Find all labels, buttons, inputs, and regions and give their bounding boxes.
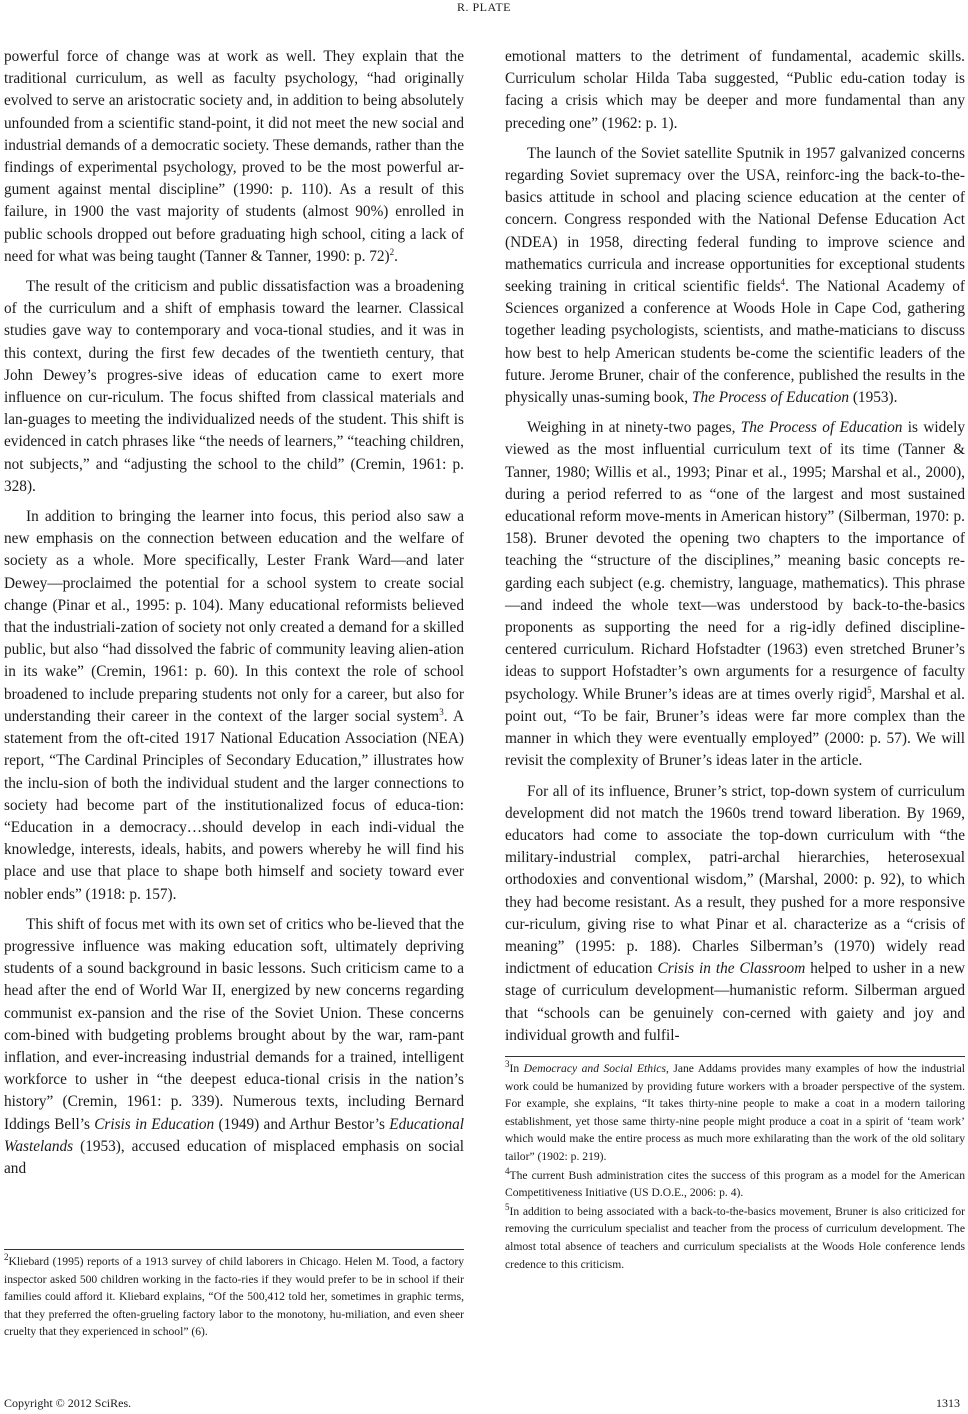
- footnote-divider: [4, 1249, 464, 1250]
- footnote-list-right: [505, 1060, 965, 1273]
- footnote-marker: 4: [780, 276, 786, 287]
- paragraph: [4, 276, 464, 498]
- italic-title: The Process of Education: [740, 419, 903, 437]
- text-run: .: [394, 247, 398, 265]
- paragraph: [505, 781, 965, 1047]
- footnote: [505, 1060, 965, 1166]
- text-run: , Jane Addams provides many examples of how the industrial work could be humanized by providing future workers with a broader perspective of the system. For example, she explains, “It takes thirty-nine people to make a coat in a modern tailoring establishment, yet those same thirty-nine people might produce a coat in a spirit of ‘team work’ which would make the entire process as much more exhilarating than the work of the old solitary tailor” (1902: p. 219).: [505, 1062, 965, 1163]
- paragraph: [4, 46, 464, 268]
- text-run: In: [509, 1062, 524, 1075]
- text-run: emotional matters to the detriment of fundamental, academic skills. Curriculum scholar Hilda Taba suggested, “Public edu-cation today is facing a crisis which may be deeper and more fundamental than any preceding one” (1962: p. 1).: [505, 48, 965, 132]
- text-run: The result of the criticism and public dissatisfaction was a broadening of the curriculum and a shift of emphasis toward the learner. Classical studies gave way to contemporary and voca-tional studies, and it was in this context, during the first few decades of the twentieth century, that John Dewey’s progres-sive ideas of education came to exert more influence on cur-riculum. The focus shifted from classical materials and lan-guages to meeting the individualized needs of the student. This shift is evidenced in catch phrases like “the needs of learners,” “teaching children, not subjects,” and “adjusting the school to the child” (Cremin, 1961: p. 328).: [4, 278, 464, 495]
- footnote-marker: 3: [439, 706, 444, 717]
- text-run: Kliebard (1995) reports of a 1913 survey of child laborers in Chicago. Helen M. Tood, a factory inspector asked 500 children working in the facto-ries if they would prefer to be in school if their families could afford it. Kliebard explains, “Of the 500,412 told her, sometimes in graphic terms, that they preferred the often-grueling factory labor to the monotony, hu-miliation, and even sheer cruelty that they experienced in school” (6).: [4, 1255, 464, 1339]
- left-column: [4, 46, 464, 1188]
- text-run: , Marshal et al. point out, “To be fair, Bruner’s ideas were far more complex than the manner in which they were eventually employed” (2000: p. 57). We will revisit the complexity of Bruner’s ideas later in the article.: [505, 685, 965, 770]
- text-run: In addition to bringing the learner into focus, this period also saw a new emphasis on the connection between education and the welfare of society as a whole. More specifically, Lester Frank Ward—and later Dewey—proclaimed the potential for a school system to create social change (Pinar et al., 1995: p. 104). Many educational reformists believed that the industriali-zation of society not only created a demand for a skilled public, but also “had dissolved the fabric of community leaving alien-ation in its wake” (Cremin, 1961: p. 60). In this context the role of school broadened to include preparing students not only for a career, but also for understanding their career in the context of the larger social system: [4, 508, 464, 725]
- footnote-divider: [505, 1056, 965, 1057]
- footnotes-left: [4, 1249, 464, 1342]
- text-run: (1953), accused education of misplaced emphasis on social and: [4, 1137, 464, 1177]
- text-run: is widely viewed as the most influential curriculum text of its time (Tanner & Tanner, 1980; Willis et al., 1993; Pinar et al., 1995; Marshal et al., 2000), during a period referred to as “one of the largest and most sustained educational reform move-ments in American history” (Silberman, 1970: p. 158). Bruner devoted the opening two chapters to the importance of teaching the “structure of the disciplines,” meaning basic concepts re-garding each subject (e.g. chemistry, language, mathematics). This phrase—and indeed the whole text—was understood by back-to-the-basics proponents as supporting the need for a rig-idly defined discipline-centered curriculum. Richard Hofstadter (1963) even stretched Bruner’s ideas to support Hofstadter’s own arguments for a resurgence of faculty psychology. While Bruner’s ideas are at times overly rigid: [505, 419, 965, 703]
- italic-title: Educational Wastelands: [4, 1115, 464, 1155]
- footnote-marker: 2: [389, 246, 395, 257]
- text-run: Weighing in at ninety-two pages,: [527, 419, 741, 437]
- footnote-list-left: [4, 1253, 464, 1341]
- paragraph: [4, 506, 464, 906]
- text-run: (1953).: [849, 389, 898, 407]
- footnotes-right: [505, 1056, 965, 1274]
- text-run: powerful force of change was at work as well. They explain that the traditional curriculum, as well as faculty psychology, “had originally evolved to serve an aristocratic society and, in addition to being absolutely unfounded from a scientific stand-point, it did not meet the new social and industrial demands of a democratic society. These demands, rather than the findings of experimental psychology, proved to be the most powerful ar-gument against mental discipline” (1990: p. 110). As a result of this failure, in 1900 the vast majority of students (almost 90%) enrolled in public schools dropped out before graduating high school, citing a lack of need for what was being taught (Tanner & Tanner, 1990: p. 72): [4, 48, 464, 265]
- text-run: The current Bush administration cites the success of this program as a model for the American Competitiveness Initiative (US D.O.E., 2006: p. 4).: [505, 1168, 965, 1200]
- text-run: . The National Academy of Sciences organized a conference at Woods Hole in Cape Cod, gathering together leading psychologists, scientists, and mathe-maticians to discuss how best to help American students be-come the scientific leaders of the future. Jerome Bruner, chair of the conference, published the results in the physically unas-suming book,: [505, 278, 965, 407]
- page-number: 1313: [936, 1396, 960, 1410]
- footnote: [505, 1167, 965, 1202]
- paragraph: [505, 143, 965, 409]
- footnote-marker: 3: [505, 1059, 510, 1070]
- footnote-marker: 2: [4, 1252, 9, 1263]
- italic-title: The Process of Education: [691, 389, 850, 407]
- text-run: helped to usher in a new stage of curriculum development—humanistic reform. Silberman argued that “schools can be genuinely con-cerned with gaiety and joy and individual growth and fulfil-: [505, 960, 965, 1044]
- text-run: This shift of focus met with its own set of critics who be-lieved that the progressive influence was making education soft, ultimately depriving students of a sound background in basic lessons. Such criticism came to a head after the end of World War II, energized by new concerns regarding communist ex-pansion and the rise of the Soviet Union. These concerns com-bined with budgeting problems brought about by the war, ram-pant inflation, and ever-increasing industrial demands for a trained, intelligent workforce to usher in “the deepest educa-tional crisis in the nation’s history” (Cremin, 1961: p. 339). Numerous texts, including Bernard Iddings Bell’s: [4, 915, 464, 1133]
- footnote-marker: 4: [505, 1165, 510, 1176]
- text-run: For all of its influence, Bruner’s strict, top-down system of curriculum development did not match the 1960s trend toward liberation. By 1969, educators had come to associate the top-down curriculum with “the military-industrial complex, patri-archal hierarchies, heterosexual orthodoxies and conventional wisdom,” (Marshal, 2000: p. 92), to which they had become resistant. As a result, they pushed for a more responsive cur-riculum, giving rise to what Pinar et al. characterize as a “crisis of meaning” (1995: p. 188). Charles Silberman’s (1970) widely read indictment of education: [505, 782, 965, 978]
- footnote: [505, 1203, 965, 1273]
- running-head: R. PLATE: [456, 0, 511, 14]
- text-run: . A statement from the oft-cited 1917 National Education Association (NEA) report, “The Cardinal Principles of Secondary Education,” illustrates how the inclu-sion of both the individual student and the larger connections to society had become part of the institutionalized focus of educa-tion: “Education in a democracy…should develop in each indi-vidual the knowledge, interests, ideals, habits, and powers whereby he will find his place and use that place to shape both himself and society toward ever nobler ends” (1918: p. 157).: [4, 707, 465, 903]
- italic-title: Crisis in Education: [94, 1115, 215, 1133]
- paragraph: [505, 46, 965, 135]
- text-run: In addition to being associated with a back-to-the-basics movement, Bruner is also criticized for removing the curriculum specialist and teacher from the process of curriculum development. The almost total absence of teachers and curriculum specialists at the Woods Hole conference lends credence to this criticism.: [505, 1204, 965, 1271]
- paragraph: [4, 914, 464, 1180]
- text-run: (1949) and Arthur Bestor’s: [214, 1115, 390, 1133]
- page-footer: [4, 1396, 964, 1410]
- footnote-marker: 5: [867, 684, 872, 695]
- italic-title: Democracy and Social Ethics: [523, 1062, 666, 1075]
- text-run: The launch of the Soviet satellite Sputnik in 1957 galvanized concerns regarding Soviet supremacy over the USA, reinforc-ing the back-to-the-basics attitude in school and placing science education at the center of concern. Congress responded with the National Defense Education Act (NDEA) in 1958, directing federal funding to improve science and mathematics curricula and increase opportunities for exceptional students seeking training in critical scientific fields: [505, 144, 965, 296]
- footnote-marker: 5: [505, 1201, 510, 1212]
- paragraph: [505, 417, 965, 772]
- italic-title: Crisis in the Classroom: [657, 960, 806, 978]
- right-column: [505, 46, 965, 1055]
- footnote: [4, 1253, 464, 1341]
- copyright-notice: Copyright © 2012 SciRes.: [4, 1396, 132, 1410]
